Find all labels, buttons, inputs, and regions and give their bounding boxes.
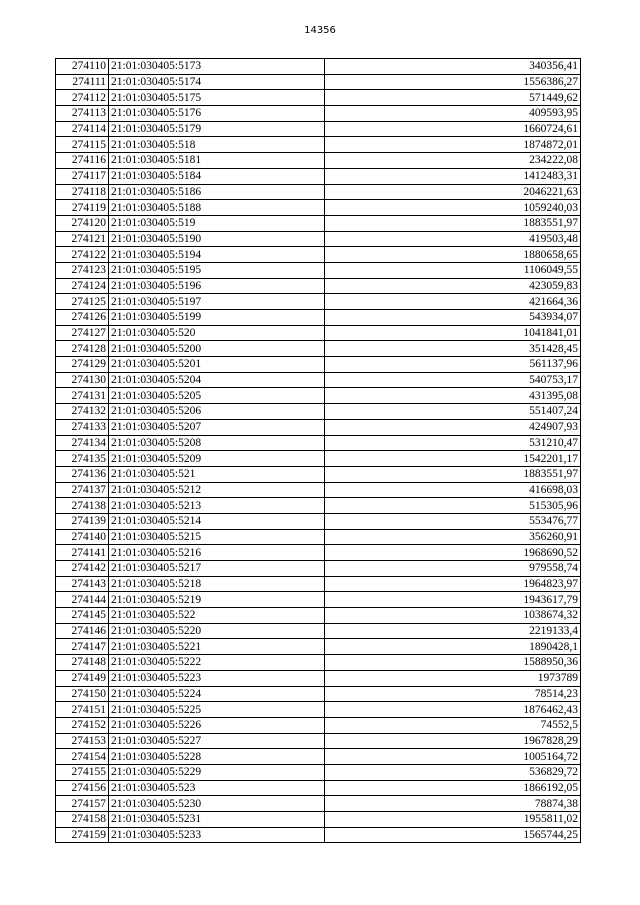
table-row [56,466,581,482]
cadastral-number-cell: 21:01:030405:5195 [109,262,325,278]
row-number-cell: 274118 [56,184,109,200]
cadastral-number-cell: 21:01:030405:5209 [109,451,325,467]
table-row [56,780,581,796]
cadastral-number-cell: 21:01:030405:521 [109,466,325,482]
value-cell: 536829,72 [325,764,581,780]
cadastral-number-cell: 21:01:030405:5229 [109,764,325,780]
table-row [56,513,581,529]
value-cell: 351428,45 [325,341,581,357]
table-row [56,59,581,75]
row-number-cell: 274112 [56,90,109,106]
row-number-cell: 274133 [56,419,109,435]
row-number-cell: 274117 [56,168,109,184]
value-cell: 419503,48 [325,231,581,247]
cadastral-number-cell: 21:01:030405:5196 [109,278,325,294]
table-row [56,278,581,294]
value-cell: 340356,41 [325,59,581,75]
cadastral-number-cell: 21:01:030405:5181 [109,153,325,169]
row-number-cell: 274154 [56,749,109,765]
table-row [56,639,581,655]
row-number-cell: 274157 [56,796,109,812]
value-cell: 1412483,31 [325,168,581,184]
table-row [56,106,581,122]
value-cell: 431395,08 [325,388,581,404]
value-cell: 561137,96 [325,357,581,373]
table-row [56,74,581,90]
table-row [56,372,581,388]
value-cell: 551407,24 [325,404,581,420]
value-cell: 1964823,97 [325,576,581,592]
row-number-cell: 274115 [56,137,109,153]
value-cell: 979558,74 [325,561,581,577]
value-cell: 2046221,63 [325,184,581,200]
table-row [56,576,581,592]
value-cell: 1883551,97 [325,466,581,482]
table-row [56,529,581,545]
cadastral-number-cell: 21:01:030405:5204 [109,372,325,388]
value-cell: 356260,91 [325,529,581,545]
row-number-cell: 274158 [56,812,109,828]
row-number-cell: 274152 [56,717,109,733]
value-cell: 1660724,61 [325,121,581,137]
value-cell: 1005164,72 [325,749,581,765]
value-cell: 421664,36 [325,294,581,310]
row-number-cell: 274153 [56,733,109,749]
table-row [56,231,581,247]
table-row [56,733,581,749]
row-number-cell: 274139 [56,513,109,529]
table-row [56,90,581,106]
cadastral-number-cell: 21:01:030405:523 [109,780,325,796]
value-cell: 540753,17 [325,372,581,388]
row-number-cell: 274126 [56,310,109,326]
value-cell: 1890428,1 [325,639,581,655]
value-cell: 1955811,02 [325,812,581,828]
value-cell: 1968690,52 [325,545,581,561]
value-cell: 543934,07 [325,310,581,326]
cadastral-number-cell: 21:01:030405:5216 [109,545,325,561]
row-number-cell: 274136 [56,466,109,482]
table-row [56,357,581,373]
row-number-cell: 274145 [56,608,109,624]
cadastral-number-cell: 21:01:030405:5225 [109,702,325,718]
cadastral-number-cell: 21:01:030405:5184 [109,168,325,184]
table-row [56,623,581,639]
table-row [56,310,581,326]
cadastral-number-cell: 21:01:030405:518 [109,137,325,153]
row-number-cell: 274159 [56,827,109,843]
table-row [56,702,581,718]
row-number-cell: 274113 [56,106,109,122]
table-row [56,749,581,765]
table-row [56,764,581,780]
table-row [56,812,581,828]
value-cell: 1874872,01 [325,137,581,153]
table-row [56,545,581,561]
value-cell: 1588950,36 [325,655,581,671]
value-cell: 1876462,43 [325,702,581,718]
table-row [56,419,581,435]
row-number-cell: 274156 [56,780,109,796]
row-number-cell: 274116 [56,153,109,169]
value-cell: 553476,77 [325,513,581,529]
row-number-cell: 274119 [56,200,109,216]
row-number-cell: 274114 [56,121,109,137]
table-row [56,121,581,137]
cadastral-number-cell: 21:01:030405:5207 [109,419,325,435]
table-row [56,796,581,812]
row-number-cell: 274110 [56,59,109,75]
cadastral-number-cell: 21:01:030405:5217 [109,561,325,577]
table-row [56,451,581,467]
cadastral-number-cell: 21:01:030405:5201 [109,357,325,373]
cadastral-number-cell: 21:01:030405:5215 [109,529,325,545]
cadastral-number-cell: 21:01:030405:5188 [109,200,325,216]
table-row [56,325,581,341]
row-number-cell: 274137 [56,482,109,498]
cadastral-number-cell: 21:01:030405:5222 [109,655,325,671]
value-cell: 1973789 [325,670,581,686]
value-cell: 1106049,55 [325,262,581,278]
row-number-cell: 274123 [56,262,109,278]
row-number-cell: 274122 [56,247,109,263]
table-row [56,341,581,357]
table-row [56,670,581,686]
cadastral-number-cell: 21:01:030405:5205 [109,388,325,404]
cadastral-number-cell: 21:01:030405:522 [109,608,325,624]
table-row [56,404,581,420]
cadastral-number-cell: 21:01:030405:5199 [109,310,325,326]
value-cell: 1866192,05 [325,780,581,796]
row-number-cell: 274121 [56,231,109,247]
cadastral-number-cell: 21:01:030405:5220 [109,623,325,639]
table-row [56,827,581,843]
value-cell: 1880658,65 [325,247,581,263]
cadastral-number-cell: 21:01:030405:5186 [109,184,325,200]
row-number-cell: 274138 [56,498,109,514]
cadastral-number-cell: 21:01:030405:519 [109,215,325,231]
row-number-cell: 274142 [56,561,109,577]
table-row [56,168,581,184]
value-cell: 409593,95 [325,106,581,122]
row-number-cell: 274147 [56,639,109,655]
value-cell: 1542201,17 [325,451,581,467]
cadastral-number-cell: 21:01:030405:5221 [109,639,325,655]
value-cell: 1041841,01 [325,325,581,341]
cadastral-number-cell: 21:01:030405:5208 [109,435,325,451]
row-number-cell: 274128 [56,341,109,357]
table-row [56,294,581,310]
cadastral-number-cell: 21:01:030405:5200 [109,341,325,357]
cadastral-number-cell: 21:01:030405:5231 [109,812,325,828]
value-cell: 1038674,32 [325,608,581,624]
cadastral-number-cell: 21:01:030405:5223 [109,670,325,686]
table-row [56,482,581,498]
row-number-cell: 274131 [56,388,109,404]
value-cell: 1565744,25 [325,827,581,843]
value-cell: 234222,08 [325,153,581,169]
value-cell: 1556386,27 [325,74,581,90]
value-cell: 1059240,03 [325,200,581,216]
value-cell: 416698,03 [325,482,581,498]
table-row [56,388,581,404]
row-number-cell: 274124 [56,278,109,294]
table-row [56,561,581,577]
table-row [56,137,581,153]
table-row [56,655,581,671]
row-number-cell: 274143 [56,576,109,592]
row-number-cell: 274135 [56,451,109,467]
value-cell: 78514,23 [325,686,581,702]
cadastral-number-cell: 21:01:030405:5214 [109,513,325,529]
table-row [56,215,581,231]
value-cell: 1883551,97 [325,215,581,231]
cadastral-number-cell: 21:01:030405:5176 [109,106,325,122]
cadastral-number-cell: 21:01:030405:5233 [109,827,325,843]
value-cell: 78874,38 [325,796,581,812]
value-cell: 1943617,79 [325,592,581,608]
row-number-cell: 274150 [56,686,109,702]
cadastral-number-cell: 21:01:030405:5212 [109,482,325,498]
row-number-cell: 274155 [56,764,109,780]
cadastral-number-cell: 21:01:030405:5190 [109,231,325,247]
table-row [56,608,581,624]
row-number-cell: 274129 [56,357,109,373]
value-cell: 571449,62 [325,90,581,106]
table-row [56,435,581,451]
cadastral-number-cell: 21:01:030405:5218 [109,576,325,592]
cadastral-number-cell: 21:01:030405:5179 [109,121,325,137]
cadastral-number-cell: 21:01:030405:5228 [109,749,325,765]
table-row [56,498,581,514]
cadastral-table [55,58,581,843]
row-number-cell: 274132 [56,404,109,420]
cadastral-number-cell: 21:01:030405:5175 [109,90,325,106]
row-number-cell: 274141 [56,545,109,561]
cadastral-number-cell: 21:01:030405:5227 [109,733,325,749]
value-cell: 1967828,29 [325,733,581,749]
cadastral-number-cell: 21:01:030405:5174 [109,74,325,90]
table-body [56,59,581,843]
table-row [56,153,581,169]
table-row [56,184,581,200]
cadastral-number-cell: 21:01:030405:5224 [109,686,325,702]
cadastral-number-cell: 21:01:030405:520 [109,325,325,341]
cadastral-number-cell: 21:01:030405:5213 [109,498,325,514]
table-row [56,262,581,278]
cadastral-number-cell: 21:01:030405:5219 [109,592,325,608]
cadastral-number-cell: 21:01:030405:5230 [109,796,325,812]
row-number-cell: 274149 [56,670,109,686]
page-number: 14356 [304,25,336,36]
cadastral-number-cell: 21:01:030405:5206 [109,404,325,420]
value-cell: 2219133,4 [325,623,581,639]
cadastral-number-cell: 21:01:030405:5173 [109,59,325,75]
row-number-cell: 274151 [56,702,109,718]
row-number-cell: 274130 [56,372,109,388]
value-cell: 531210,47 [325,435,581,451]
table-row [56,200,581,216]
table-row [56,247,581,263]
value-cell: 423059,83 [325,278,581,294]
row-number-cell: 274125 [56,294,109,310]
row-number-cell: 274127 [56,325,109,341]
value-cell: 424907,93 [325,419,581,435]
table-row [56,717,581,733]
row-number-cell: 274111 [56,74,109,90]
table-row [56,686,581,702]
row-number-cell: 274148 [56,655,109,671]
table-row [56,592,581,608]
cadastral-number-cell: 21:01:030405:5197 [109,294,325,310]
row-number-cell: 274140 [56,529,109,545]
cadastral-number-cell: 21:01:030405:5226 [109,717,325,733]
cadastral-number-cell: 21:01:030405:5194 [109,247,325,263]
row-number-cell: 274144 [56,592,109,608]
row-number-cell: 274120 [56,215,109,231]
value-cell: 74552,5 [325,717,581,733]
row-number-cell: 274146 [56,623,109,639]
value-cell: 515305,96 [325,498,581,514]
row-number-cell: 274134 [56,435,109,451]
